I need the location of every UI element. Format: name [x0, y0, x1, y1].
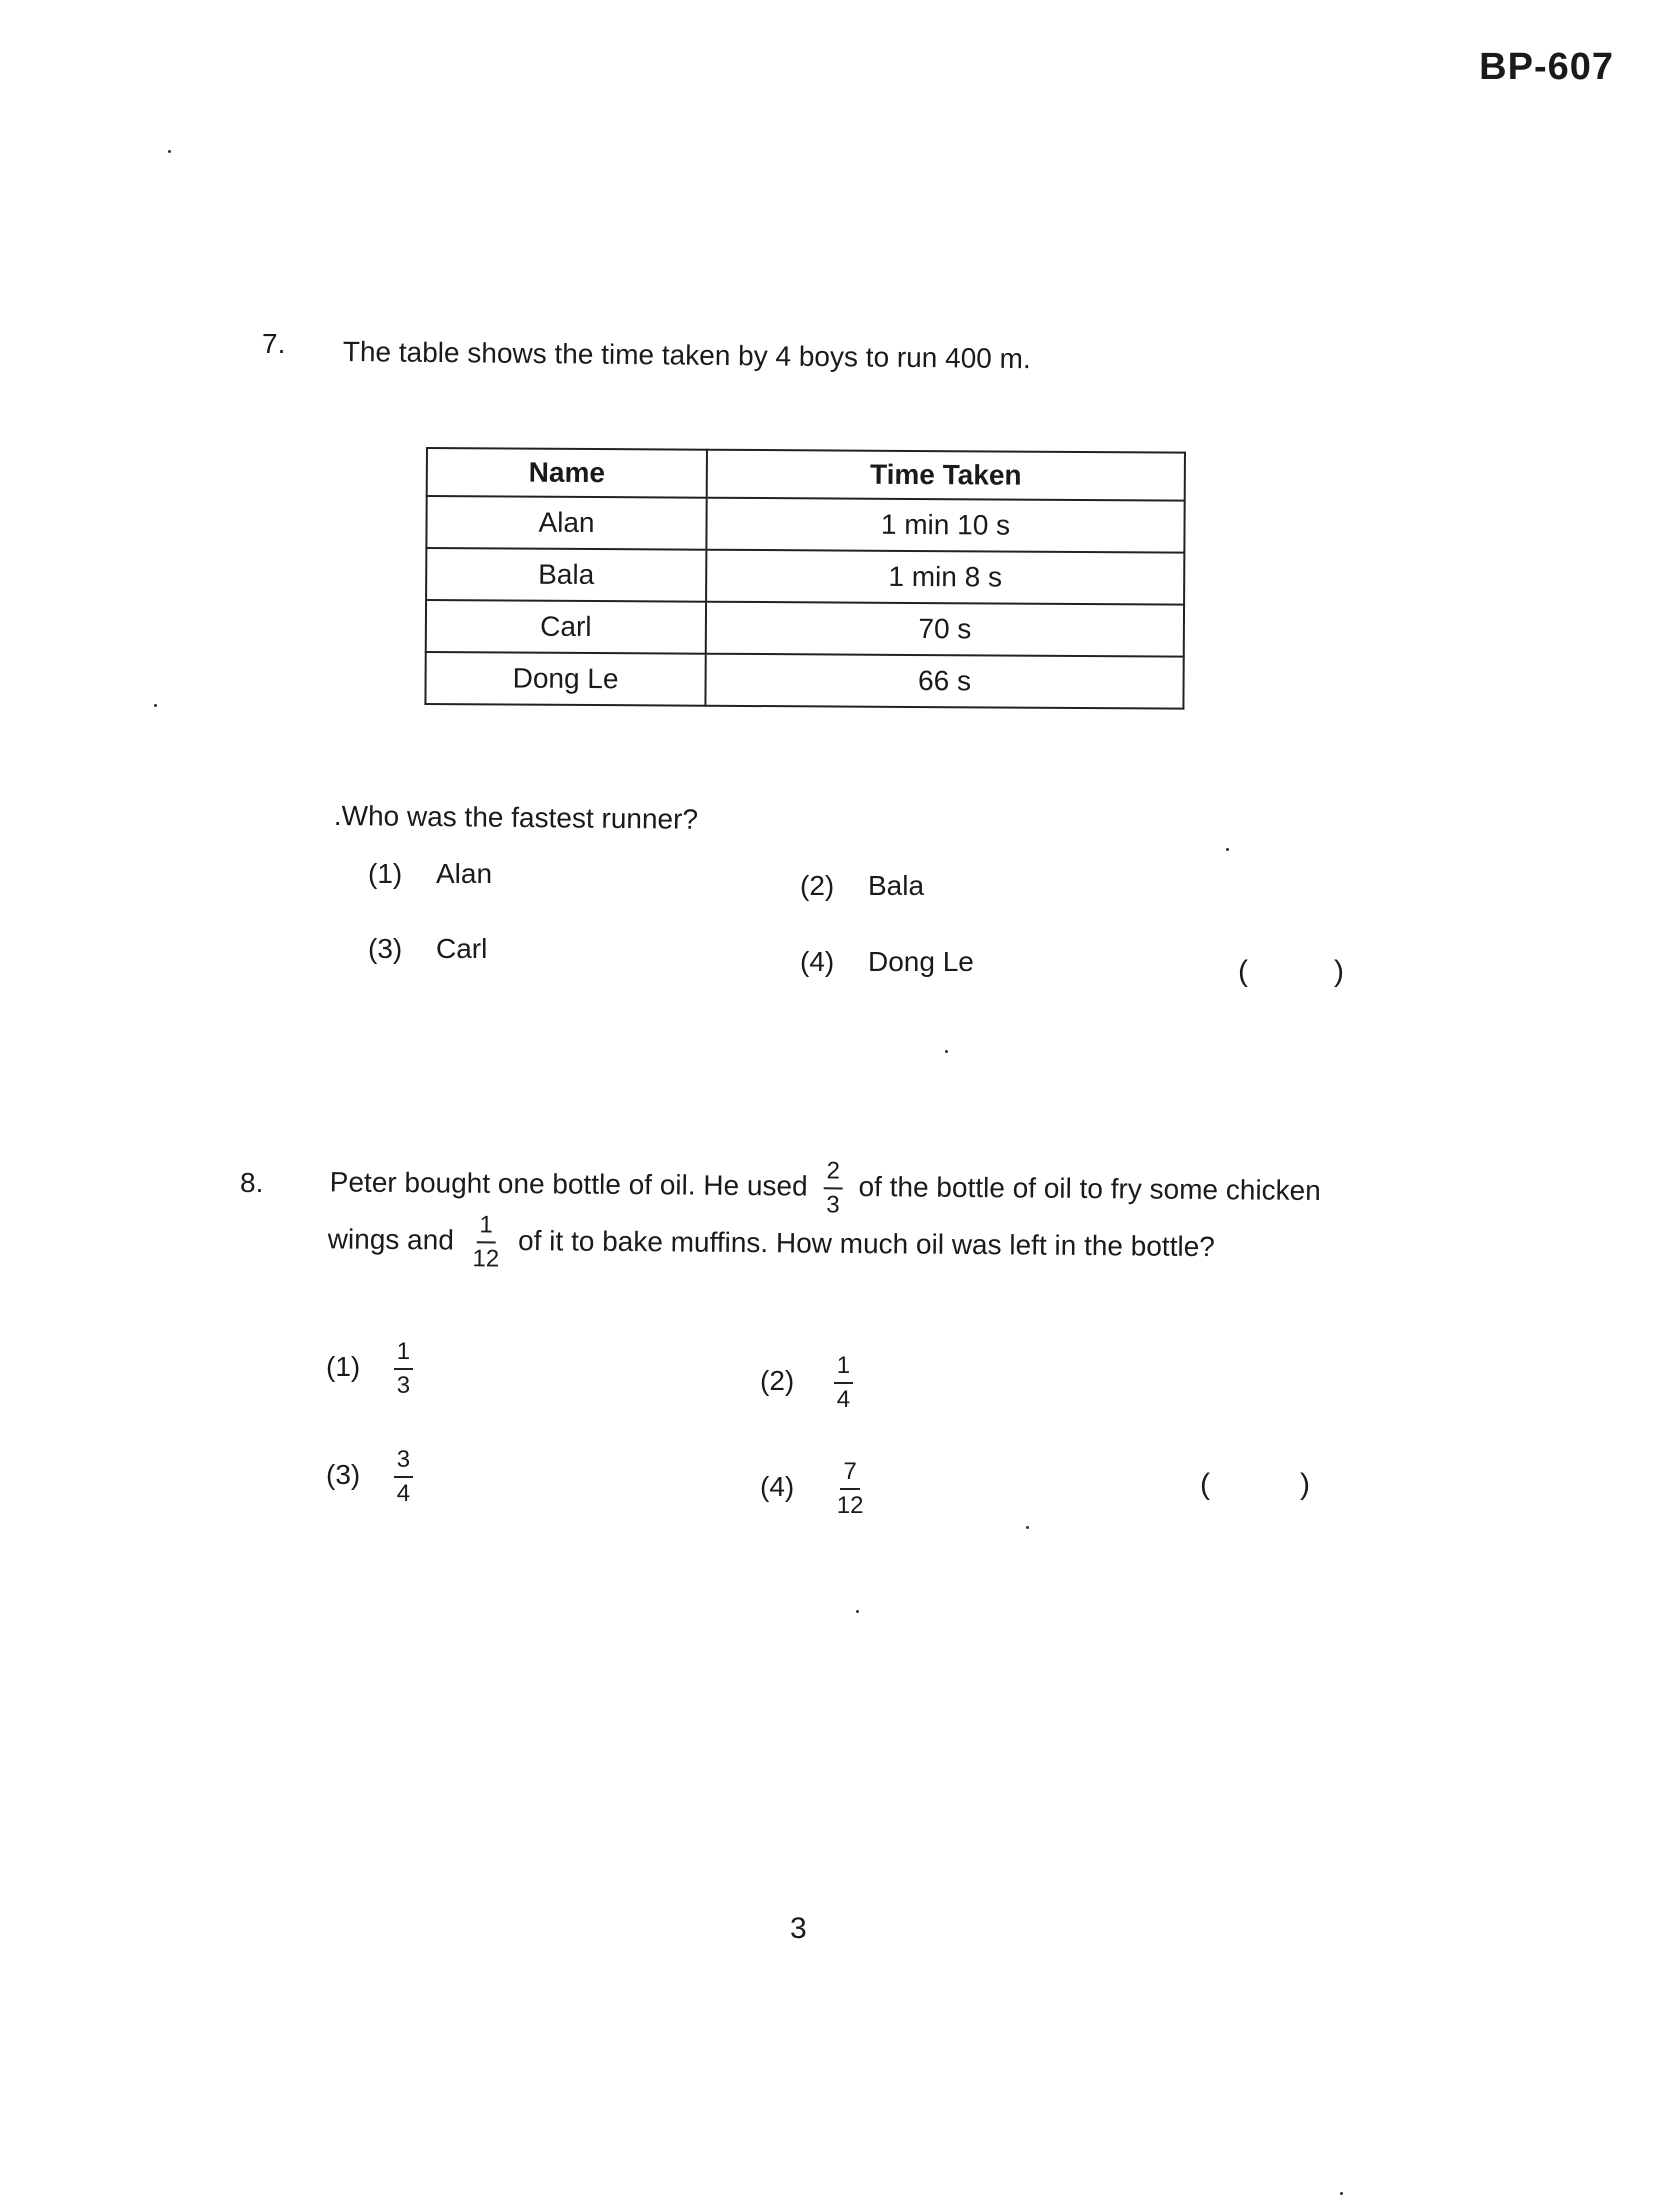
table-row	[426, 496, 1184, 553]
q7-option-2[interactable]	[800, 870, 924, 902]
option-text: Bala	[868, 870, 925, 901]
q8-text-part: wings and	[327, 1223, 454, 1256]
scan-speck	[1226, 848, 1229, 851]
scan-speck	[1340, 2192, 1343, 2195]
scan-speck	[168, 150, 171, 153]
fraction-numerator: 3	[394, 1448, 413, 1478]
question-8-line-2	[327, 1212, 1215, 1278]
option-text: Alan	[436, 858, 493, 889]
option-fraction	[834, 1354, 853, 1412]
answer-close-paren: )	[1334, 955, 1344, 988]
scan-speck	[154, 704, 157, 707]
option-number: (4)	[760, 1471, 795, 1503]
table-cell-time: 1 min 10 s	[706, 498, 1184, 553]
table-cell-name: Alan	[426, 496, 706, 550]
q7-option-1[interactable]	[368, 858, 492, 890]
fraction-numerator: 2	[823, 1159, 843, 1189]
q8-option-2[interactable]	[760, 1354, 861, 1412]
table-cell-name: Bala	[426, 548, 706, 602]
answer-close-paren: )	[1300, 1468, 1310, 1501]
fraction-denominator: 4	[836, 1386, 851, 1413]
q8-option-3[interactable]	[326, 1448, 421, 1506]
table-header-row	[427, 448, 1185, 501]
table-cell-time: 70 s	[706, 602, 1184, 657]
table-row	[426, 600, 1184, 657]
q8-option-1[interactable]	[326, 1340, 421, 1398]
answer-open-paren: (	[1238, 955, 1248, 988]
option-number: (3)	[368, 933, 403, 964]
q7-option-4[interactable]	[800, 946, 974, 978]
option-text: Dong Le	[868, 946, 974, 977]
table-cell-time: 1 min 8 s	[706, 550, 1184, 605]
fraction-two-thirds	[823, 1159, 843, 1217]
q8-text-part: of it to bake muffins. How much oil was left in the bottle?	[517, 1225, 1215, 1263]
scan-speck	[945, 1050, 948, 1053]
option-number: (1)	[368, 858, 403, 889]
column-header-name: Name	[427, 448, 707, 498]
question-8-number: 8.	[240, 1167, 264, 1198]
fraction-denominator: 3	[396, 1372, 411, 1399]
option-number: (1)	[326, 1351, 361, 1383]
table-cell-name: Dong Le	[425, 652, 705, 706]
q8-text-part: of the bottle of oil to fry some chicken	[858, 1171, 1321, 1207]
option-number: (4)	[800, 946, 835, 977]
question-7-text: The table shows the time taken by 4 boys to run 400 m.	[342, 336, 1031, 375]
q7-answer-box[interactable]	[1238, 955, 1344, 989]
fraction-denominator: 3	[826, 1191, 840, 1219]
q8-option-4[interactable]	[760, 1460, 874, 1518]
table-cell-name: Carl	[426, 600, 706, 654]
fraction-numerator: 1	[476, 1213, 496, 1243]
option-number: (2)	[800, 870, 835, 901]
question-7-prompt: .Who was the fastest runner?	[333, 800, 699, 835]
question-8-line-1	[329, 1155, 1321, 1222]
fraction-numerator: 7	[840, 1460, 859, 1490]
question-7-number: 7.	[262, 328, 286, 359]
fraction-denominator: 12	[472, 1245, 500, 1273]
option-text: Carl	[436, 933, 488, 964]
paper-code: BP-607	[1479, 46, 1614, 88]
scan-speck	[1026, 1526, 1029, 1529]
option-number: (2)	[760, 1365, 795, 1397]
fraction-one-twelfth	[469, 1213, 502, 1271]
q8-answer-box[interactable]	[1200, 1468, 1310, 1502]
fraction-numerator: 1	[834, 1354, 853, 1384]
option-fraction	[394, 1448, 413, 1506]
q8-text-part: Peter bought one bottle of oil. He used	[329, 1166, 808, 1202]
page-number: 3	[790, 1912, 807, 1945]
option-number: (3)	[326, 1459, 361, 1491]
column-header-time: Time Taken	[707, 450, 1185, 501]
table-row	[426, 548, 1184, 605]
answer-open-paren: (	[1200, 1468, 1210, 1501]
time-table	[424, 447, 1186, 710]
option-fraction	[394, 1340, 413, 1398]
q7-option-3[interactable]	[368, 933, 487, 965]
option-fraction	[834, 1460, 867, 1518]
scan-speck	[856, 1610, 859, 1613]
fraction-denominator: 4	[396, 1480, 411, 1507]
table-cell-time: 66 s	[705, 654, 1183, 709]
fraction-denominator: 12	[836, 1492, 864, 1519]
table-row	[425, 652, 1183, 709]
fraction-numerator: 1	[394, 1340, 413, 1370]
